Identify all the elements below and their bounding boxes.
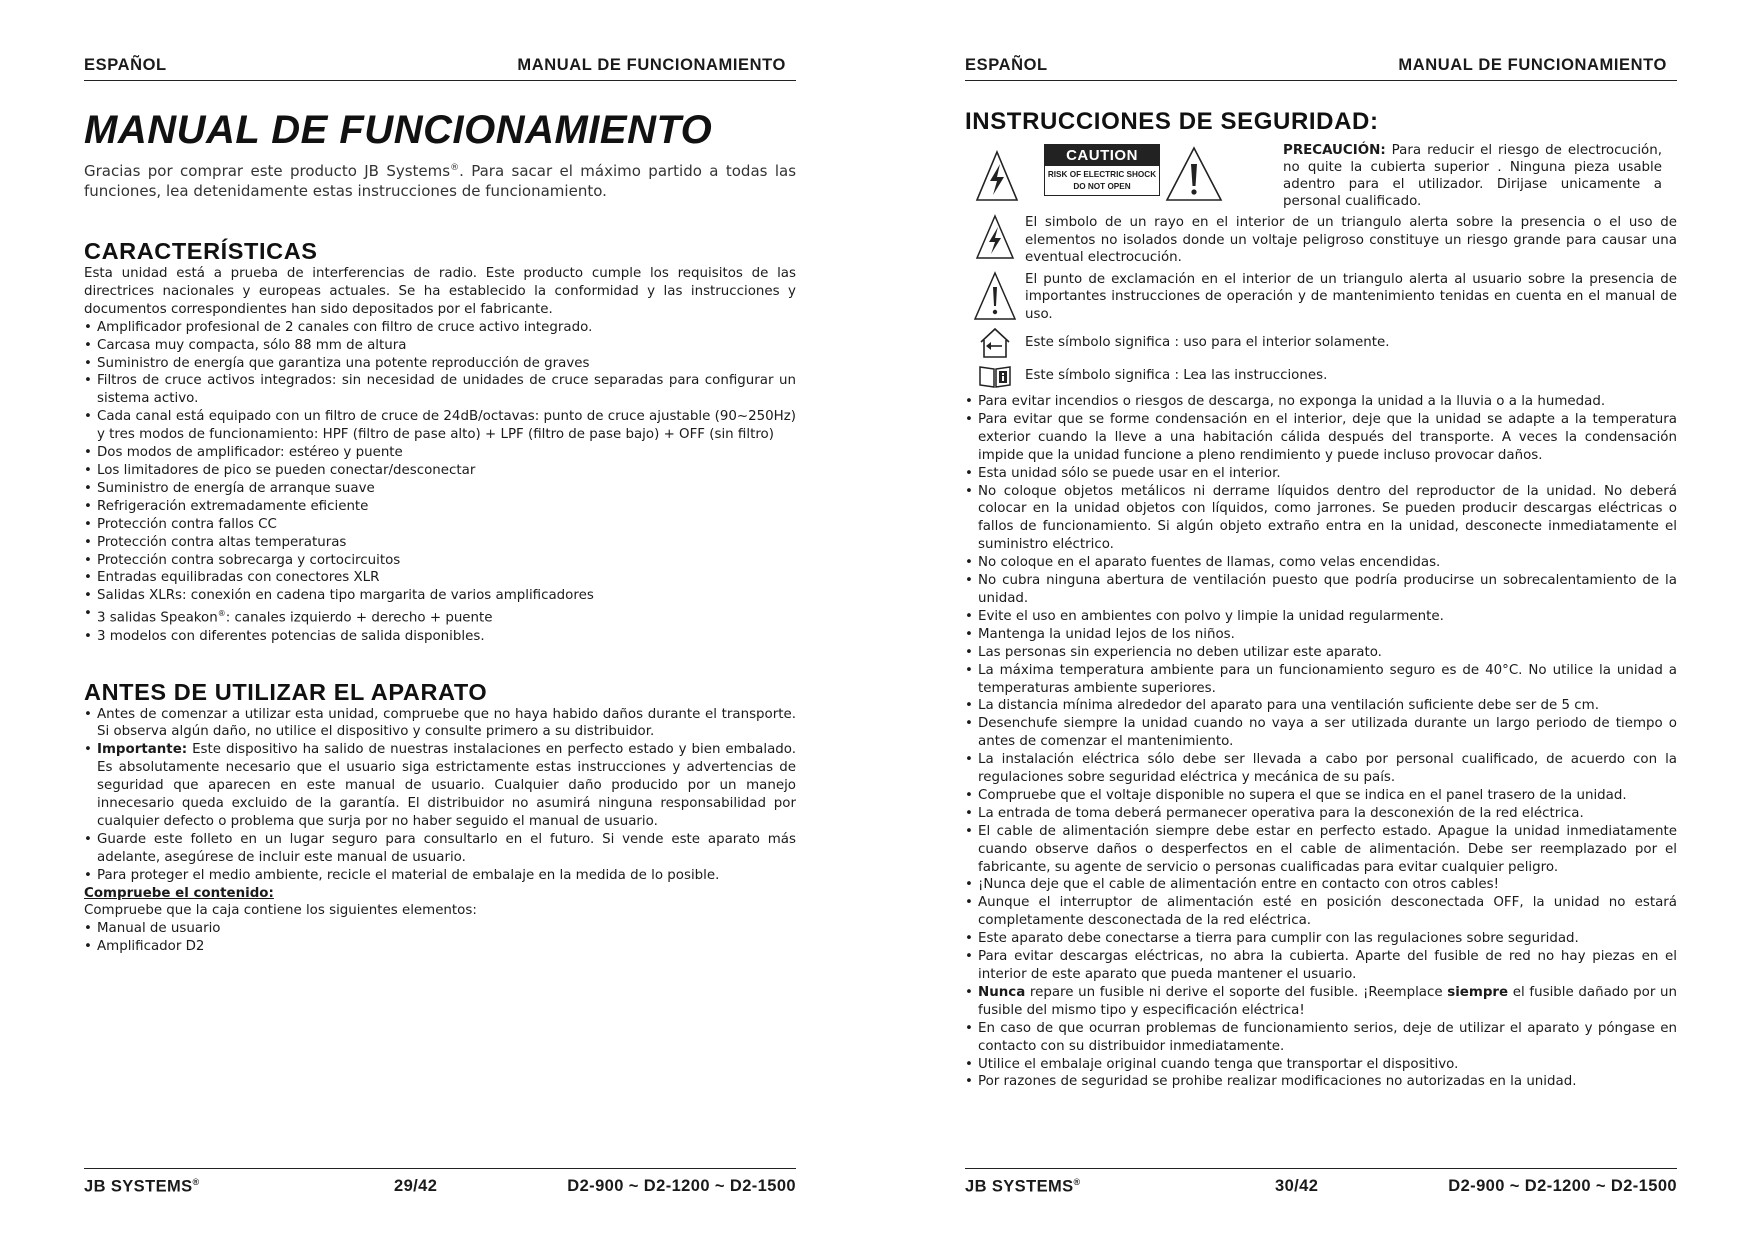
header-language: ESPAÑOL [84,56,167,74]
safety-list [965,1020,1677,1092]
list-item: • Amplificador D2 [84,938,796,956]
list-item: • La instalación eléctrica sólo debe ser llevada a cabo por personal cualificado, de acuerdo con la regulaciones sobre seguridad eléctrica y mecánica de su país. [965,751,1677,787]
page-header [84,54,796,81]
symbol-row [965,327,1677,359]
page-number: 29/42 [394,1177,438,1195]
contents-heading: Compruebe el contenido: [84,885,274,901]
symbol-text: Este símbolo significa : Lea las instrucciones. [1025,368,1328,384]
symbol-row [965,363,1677,389]
list-item: • Suministro de energía que garantiza una potente reproducción de graves [84,355,796,373]
symbol-text: El simbolo de un rayo en el interior de un triangulo alerta sobre la presencia o el uso de elementos no isolados donde un voltaje peligroso constituye un riesgo grande para causar una eventual electrocución. [1025,215,1677,265]
caution-label: CAUTION [1045,145,1159,166]
list-item: • 3 modelos con diferentes potencias de salida disponibles. [84,628,796,646]
list-item: • Aunque el interruptor de alimentación esté en posición desconectada OFF, la unidad no estará completamente desconectada de la red eléctrica. [965,894,1677,930]
contents-text: Compruebe que la caja contiene los siguientes elementos: [84,903,477,919]
intro-paragraph: Gracias por comprar este producto JB Systems®. Para sacar el máximo partido a todas las funciones, lea detenidamente estas instrucciones de funcionamiento. [84,162,797,200]
safety-heading: INSTRUCCIONES DE SEGURIDAD: [965,108,1379,135]
precaution-text: PRECAUCIÓN: Para reducir el riesgo de electrocución, no quite la cubierta superior . Ninguna pieza usable adentro para el utilizador. Dirijase unicamente a personal cualificado. [1283,143,1662,209]
list-item: • Protección contra sobrecarga y cortocircuitos [84,552,796,570]
list-item: • ¡Nunca deje que el cable de alimentación entre en contacto con otros cables! [965,876,1677,894]
caution-label-box [1044,144,1160,196]
list-item: • Dos modos de amplificador: estéreo y puente [84,444,796,462]
list-item: • Carcasa muy compacta, sólo 88 mm de altura [84,337,796,355]
list-item: • Nunca repare un fusible ni derive el soporte del fusible. ¡Reemplace siempre el fusible dañado por un fusible del mismo tipo y especificación eléctrica! [965,984,1677,1020]
left-body [84,108,796,956]
page-number: 30/42 [1275,1177,1319,1195]
lightning-triangle-icon [975,150,1019,202]
list-item: • Entradas equilibradas con conectores XLR [84,569,796,587]
list-item: • Para evitar descargas eléctricas, no abra la cubierta. Aparte del fusible de red no hay piezas en el interior de este aparato que pueda mantener el usuario. [965,948,1677,984]
list-item: • No coloque objetos metálicos ni derrame líquidos dentro del reproductor de la unidad. No deberá colocar en la unidad objetos con líquidos, como jarrones. Se pueden producir descargas eléctricas o fallos de funcionamiento. Si algún objeto extraño entra en la unidad, desconecte inmediatamente el suministro eléctrico. [965,483,1677,555]
list-item: • Por razones de seguridad se prohibe realizar modificaciones no autorizadas en la unidad. [965,1073,1677,1091]
symbol-explanations [965,214,1677,389]
contents-list [84,920,796,956]
header-manual-title: MANUAL DE FUNCIONAMIENTO [1398,56,1667,74]
list-item: • 3 salidas Speakon®: canales izquierdo + derecho + puente [84,605,796,627]
list-item: • No cubra ninguna abertura de ventilación puesto que podría producirse un sobrecalentamiento de la unidad. [965,572,1677,608]
header-manual-title: MANUAL DE FUNCIONAMIENTO [517,56,786,74]
list-item: • No coloque en el aparato fuentes de llamas, como velas encendidas. [965,554,1677,572]
symbol-text: Este símbolo significa : uso para el interior solamente. [1025,335,1390,351]
list-item: • La máxima temperatura ambiente para un funcionamiento seguro es de 40°C. No utilice la unidad a temperaturas ambiente superiores. [965,662,1677,698]
list-item: • Compruebe que el voltaje disponible no supera el que se indica en el panel trasero de la unidad. [965,787,1677,805]
before-use-heading: ANTES DE UTILIZAR EL APARATO [84,678,488,705]
list-item: • Para evitar que se forme condensación en el interior, deje que la unidad se adapte a la temperatura exterior cuando la lleve a una habitación cálida después del transporte. A veces la condensación impide que la unidad funcione a pleno rendimiento y puede incluso provocar daños. [965,411,1677,465]
footer-models: D2-900 ~ D2-1200 ~ D2-1500 [567,1177,796,1195]
exclamation-triangle-icon [1165,146,1223,202]
caution-line-1: RISK OF ELECTRIC SHOCK [1047,170,1157,179]
list-item: • Protección contra altas temperaturas [84,534,796,552]
caution-line-2: DO NOT OPEN [1073,182,1131,191]
list-item: • Utilice el embalaje original cuando tenga que transportar el dispositivo. [965,1056,1677,1074]
list-item: • Guarde este folleto en un lugar seguro para consultarlo en el futuro. Si vende este aparato más adelante, asegúrese de incluir este manual de usuario. [84,831,796,867]
symbol-text: El punto de exclamación en el interior de un triangulo alerta al usuario sobre la presencia de importantes instrucciones de operación y de mantenimiento tenidas en cuenta en el manual de uso. [1025,271,1677,322]
list-item: • En caso de que ocurran problemas de funcionamiento serios, deje de utilizar el aparato y póngase en contacto con su distribuidor inmediatamente. [965,1020,1677,1056]
list-item: • Esta unidad sólo se puede usar en el interior. [965,465,1677,483]
left-page [84,0,796,1240]
symbol-row [965,271,1677,324]
list-item: • Cada canal está equipado con un filtro de cruce de 24dB/octavas: punto de cruce ajustable (90~250Hz) y tres modos de funcionamiento: HPF (filtro de pase alto) + LPF (filtro de pase bajo) + OFF (sin filtro) [84,408,796,444]
list-item: • Las personas sin experiencia no deben utilizar este aparato. [965,644,1677,662]
page-footer [965,1168,1677,1209]
caution-block [965,142,1677,210]
list-item: • Antes de comenzar a utilizar esta unidad, compruebe que no haya habido daños durante el transporte. Si observa algún daño, no utilice el dispositivo y consulte primero a su distribuidor. [84,706,796,742]
list-item: • Evite el uso en ambientes con polvo y limpie la unidad regularmente. [965,608,1677,626]
list-item: • Filtros de cruce activos integrados: sin necesidad de unidades de cruce separadas para configurar un sistema activo. [84,372,796,408]
list-item: • Este aparato debe conectarse a tierra para cumplir con las regulaciones sobre seguridad. [965,930,1677,948]
before-use-list [84,706,796,885]
list-item: • Los limitadores de pico se pueden conectar/desconectar [84,462,796,480]
list-item: • Desenchufe siempre la unidad cuando no vaya a ser utilizada durante un largo periodo de tiempo o antes de comenzar el mantenimiento. [965,715,1677,751]
list-item: • Mantenga la unidad lejos de los niños. [965,626,1677,644]
footer-brand: JB SYSTEMS® [965,1177,1081,1196]
indoor-use-house-icon [978,327,1012,359]
header-language: ESPAÑOL [965,56,1048,74]
page-title: MANUAL DE FUNCIONAMIENTO [84,108,713,152]
list-item: • Suministro de energía de arranque suave [84,480,796,498]
exclamation-triangle-icon [973,271,1017,321]
lightning-triangle-icon [975,214,1015,260]
features-section [84,237,796,646]
list-item: • Amplificador profesional de 2 canales con filtro de cruce activo integrado. [84,319,796,337]
footer-brand: JB SYSTEMS® [84,1177,200,1196]
page-footer [84,1168,796,1209]
list-item: • Manual de usuario [84,920,796,938]
list-item: • Refrigeración extremadamente eficiente [84,498,796,516]
features-list [84,319,796,606]
features-heading: CARACTERÍSTICAS [84,238,318,264]
list-item: • El cable de alimentación siempre debe estar en perfecto estado. Apague la unidad inmediatamente cuando observe daños o desperfectos en el cable de alimentación. Debe ser reemplazado por el fabricante, su agente de servicio o personas cualificadas para evitar cualquier peligro. [965,823,1677,877]
read-instructions-book-icon [978,363,1012,389]
before-use-section [84,678,796,957]
list-item: • Importante: Este dispositivo ha salido de nuestras instalaciones en perfecto estado y bien embalado. Es absolutamente necesario que el usuario siga estrictamente estas instrucciones y advertencias de seguridad que aparecen en este manual de usuario. Cualquier daño producido por un manejo innecesario queda excluido de la garantía. El distribuidor no asumirá ninguna responsabilidad por cualquier defecto o problema que surja por no haber seguido el manual de usuario. [84,741,796,831]
features-paragraph: Esta unidad está a prueba de interferencias de radio. Este producto cumple los requisitos de las directrices nacionales y europeas actuales. Se ha establecido la conformidad y las instrucciones y documentos correspondientes han sido depositados por el fabricante. [84,266,796,317]
page-header [965,54,1677,81]
list-item: • Para evitar incendios o riesgos de descarga, no exponga la unidad a la lluvia o a la humedad. [965,393,1677,411]
safety-list-fuse [965,984,1677,1020]
right-page [965,0,1677,1240]
right-body [965,108,1677,1091]
list-item: • La entrada de toma deberá permanecer operativa para la desconexión de la red eléctrica. [965,805,1677,823]
footer-models: D2-900 ~ D2-1200 ~ D2-1500 [1448,1177,1677,1195]
safety-list [965,393,1677,984]
list-item: • Protección contra fallos CC [84,516,796,534]
features-list-tail [84,605,796,645]
list-item: • Para proteger el medio ambiente, recicle el material de embalaje en la medida de lo posible. [84,867,796,885]
symbol-row [965,214,1677,267]
list-item: • Salidas XLRs: conexión en cadena tipo margarita de varios amplificadores [84,587,796,605]
list-item: • La distancia mínima alrededor del aparato para una ventilación suficiente debe ser de 5 cm. [965,697,1677,715]
